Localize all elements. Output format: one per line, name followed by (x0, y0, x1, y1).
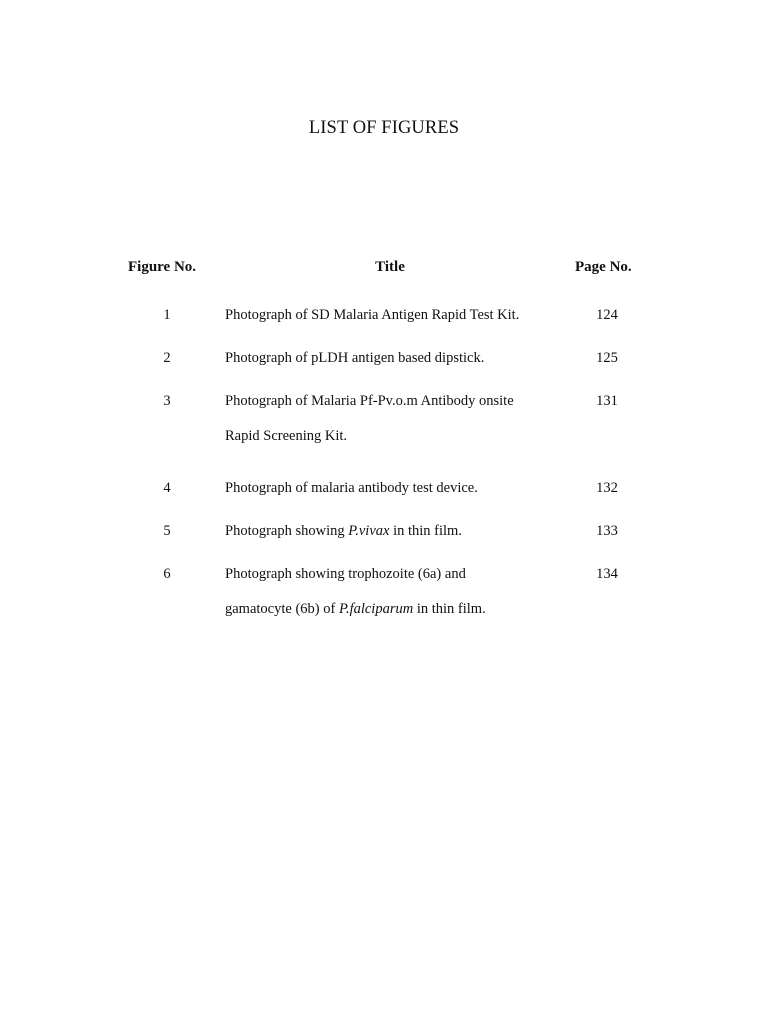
figure-title-line (225, 514, 565, 549)
header-figure-no: Figure No. (128, 259, 197, 275)
figure-number: 5 (163, 523, 171, 539)
figure-number: 6 (163, 566, 171, 582)
page-number: 133 (596, 523, 618, 539)
figure-title (225, 298, 565, 333)
header-page-no: Page No. (575, 259, 632, 275)
figure-number: 1 (163, 307, 171, 323)
figure-number: 4 (163, 480, 171, 496)
figure-title-line: Photograph of SD Malaria Antigen Rapid Test Kit. (225, 307, 520, 323)
figure-title-line: Photograph showing trophozoite (6a) and (225, 566, 466, 582)
species-name: P.vivax (348, 523, 390, 539)
figure-title (225, 514, 565, 549)
figure-title (225, 341, 565, 376)
figure-title-line: Photograph of Malaria Pf-Pv.o.m Antibody onsite (225, 393, 514, 409)
figure-title (225, 384, 565, 454)
title-text: Photograph showing (225, 523, 349, 539)
page-number: 131 (596, 393, 618, 409)
figure-title-line: Rapid Screening Kit. (225, 428, 348, 444)
page-number: 124 (596, 307, 618, 323)
species-name: P.falciparum (338, 601, 414, 617)
page-number: 134 (596, 566, 618, 582)
figure-title (225, 557, 565, 627)
page-number: 125 (596, 350, 618, 366)
page-number: 132 (596, 480, 618, 496)
figure-number: 3 (163, 393, 171, 409)
figure-title-line (225, 592, 565, 627)
title-text: gamatocyte (6b) of (225, 601, 339, 617)
figure-title-line: Photograph of pLDH antigen based dipstick. (225, 350, 485, 366)
title-text: in thin film. (389, 523, 462, 539)
figure-number: 2 (163, 350, 171, 366)
page-title: LIST OF FIGURES (308, 118, 460, 138)
figure-title (225, 471, 565, 506)
title-text: in thin film. (413, 601, 486, 617)
figure-title-line: Photograph of malaria antibody test device. (225, 480, 478, 496)
header-title: Title (375, 259, 405, 275)
